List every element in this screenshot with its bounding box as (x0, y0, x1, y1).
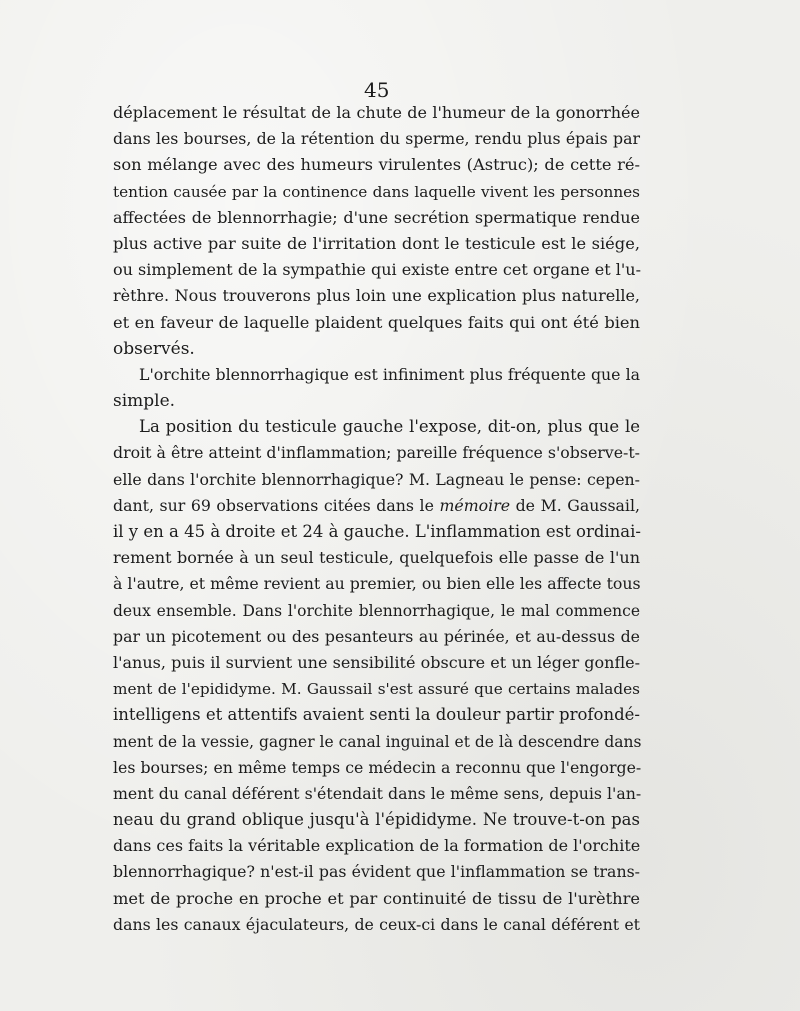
text-line: il y en a 45 à droite et 24 à gauche. L'inflammation est ordinai- (113, 522, 641, 541)
text-line: plus active par suite de l'irritation dont le testicule est le siége, (113, 233, 640, 253)
text-line: elle dans l'orchite blennorrhagique? M. Lagneau le pense: cepen- (113, 469, 640, 489)
text-line: ment de l'epididyme. M. Gaussail s'est assuré que certains malades (113, 680, 640, 699)
text-line: L'orchite blennorrhagique est infiniment plus fréquente que la (139, 364, 640, 384)
text-line: rèthre. Nous trouverons plus loin une explication plus naturelle, (113, 286, 640, 306)
text-line: l'anus, puis il survient une sensibilité obscure et un léger gonfle- (113, 652, 640, 672)
text-line: blennorrhagique? n'est-il pas évident que l'inflammation se trans- (113, 862, 640, 882)
text-line: met de proche en proche et par continuité de tissu de l'urèthre (113, 888, 640, 908)
text-line: déplacement le résultat de la chute de l'humeur de la gonorrhée (113, 103, 640, 122)
text-line: à l'autre, et même revient au premier, ou bien elle les affecte tous (113, 574, 641, 594)
text-line: simple. (113, 391, 176, 412)
text-line: dant, sur 69 observations citées dans le mémoire de M. Gaussail, (113, 495, 641, 515)
text-line: tention causée par la continence dans laquelle vivent les personnes (113, 182, 640, 201)
text-line: neau du grand oblique jusqu'à l'épididyme. Ne trouve-t-on pas (113, 810, 640, 830)
italic-word: mémoire (439, 495, 511, 515)
body-text (113, 100, 640, 938)
text-line: observés. (113, 338, 195, 359)
text-line: dans ces faits la véritable explication de la formation de l'orchite (113, 836, 641, 856)
text-line: dans les bourses, de la rétention du sperme, rendu plus épais par (113, 129, 640, 149)
text-line: intelligens et attentifs avaient senti la douleur partir profondé- (113, 705, 640, 725)
text-line: rement bornée à un seul testicule, quelquefois elle passe de l'un (113, 548, 640, 568)
text-line: les bourses; en même temps ce médecin a reconnu que l'engorge- (113, 757, 642, 777)
text-line: affectées de blennorrhagie; d'une secrétion spermatique rendue (113, 207, 640, 227)
text-line: par un picotement ou des pesanteurs au périnée, et au-dessus de (113, 626, 640, 646)
text-line: dans les canaux éjaculateurs, de ceux-ci dans le canal déférent et (113, 914, 640, 934)
text-line: La position du testicule gauche l'expose, dit-on, plus que le (139, 417, 640, 437)
text-line: ou simplement de la sympathie qui existe entre cet organe et l'u- (113, 260, 641, 280)
text-line: son mélange avec des humeurs virulentes (Astruc); de cette ré- (113, 155, 640, 175)
text-line: deux ensemble. Dans l'orchite blennorrhagique, le mal commence (113, 601, 640, 620)
text-line: et en faveur de laquelle plaident quelques faits qui ont été bien (113, 312, 640, 332)
text-line: ment de la vessie, gagner le canal inguinal et de là descendre dans (113, 732, 642, 751)
page-number: 45 (364, 78, 390, 102)
text-line: ment du canal déférent s'étendait dans le même sens, depuis l'an- (113, 783, 642, 803)
text-line: droit à être atteint d'inflammation; pareille fréquence s'observe-t- (113, 443, 640, 463)
